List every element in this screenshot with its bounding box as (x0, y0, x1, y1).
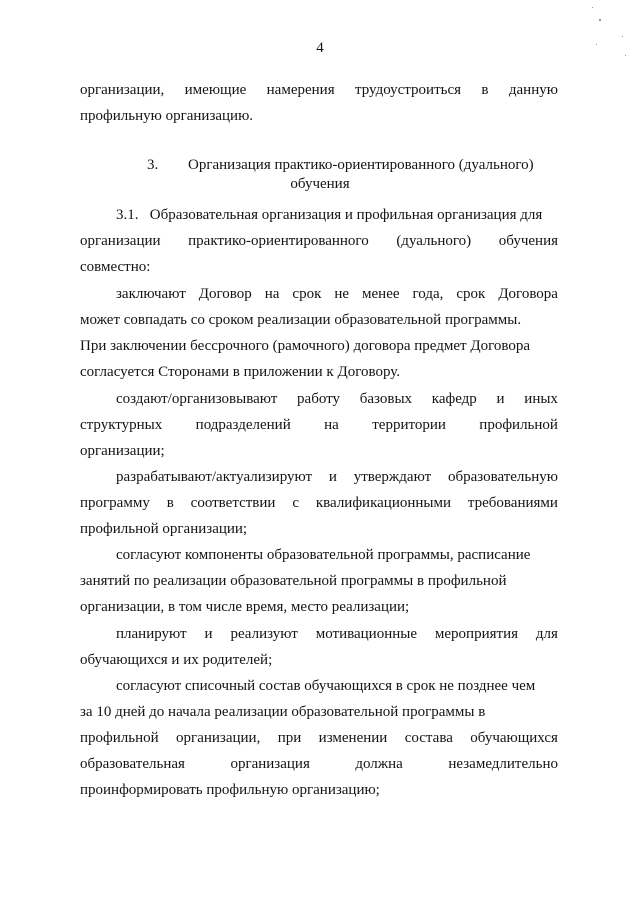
word: требованиями (467, 495, 558, 511)
word: года, (412, 286, 444, 302)
text-line: организации, в том числе время, место реализации; (80, 599, 410, 615)
word: профильной (80, 730, 159, 746)
text-line: согласуют списочный состав обучающихся в срок не позднее чем (116, 678, 536, 694)
scan-artifact (622, 36, 623, 37)
word: реализуют (230, 626, 298, 642)
word: соответствии (190, 495, 276, 511)
text-line (80, 755, 558, 773)
word: программу (80, 495, 150, 511)
text-line: 3.1. Образовательная организация и профильная организация для (116, 207, 543, 223)
word: с (292, 495, 299, 511)
text-line: При заключении бессрочного (рамочного) договора предмет Договора (80, 338, 530, 354)
scan-artifact (596, 44, 597, 45)
word: срок (456, 286, 486, 302)
word: утверждают (353, 469, 432, 485)
scan-artifact (625, 55, 626, 56)
section-title-line1: Организация практико-ориентированного (дуального) (188, 157, 534, 173)
text-line: может совпадать со сроком реализации образовательной программы. (80, 312, 522, 328)
text-line (116, 468, 558, 486)
text-line: согласуют компоненты образовательной программы, расписание (116, 547, 531, 563)
word: на (324, 417, 339, 433)
word: менее (362, 286, 400, 302)
word: для (535, 626, 558, 642)
text-line (116, 625, 558, 643)
word: создают/организовывают (116, 391, 278, 407)
word: и (204, 626, 213, 642)
scan-artifact (592, 7, 593, 8)
word: в (481, 82, 489, 98)
word: организации, (176, 730, 261, 746)
word: подразделений (195, 417, 291, 433)
word: базовых (359, 391, 413, 407)
text-line: проинформировать профильную организацию; (80, 782, 380, 798)
text-line (80, 232, 558, 250)
text-line: организации; (80, 443, 165, 459)
word: структурных (80, 417, 163, 433)
word: планируют (116, 626, 187, 642)
text-line: за 10 дней до начала реализации образовательной программы в (80, 704, 486, 720)
word: образовательную (447, 469, 558, 485)
word: квалификационными (315, 495, 452, 511)
word: данную (508, 82, 558, 98)
page-number: 4 (316, 40, 324, 56)
word: территории (372, 417, 446, 433)
word: не (334, 286, 350, 302)
word: трудоустроиться (354, 82, 462, 98)
text-line (80, 416, 558, 434)
word: намерения (266, 82, 335, 98)
word: организации, (80, 82, 165, 98)
word: на (264, 286, 280, 302)
word: мероприятия (434, 626, 518, 642)
text-line: профильной организации; (80, 521, 248, 537)
word: организация (230, 756, 310, 772)
text-line (80, 494, 558, 512)
word: организации (80, 233, 161, 249)
word: (дуального) (396, 233, 472, 249)
word: кафедр (431, 391, 477, 407)
text-line: занятий по реализации образовательной программы в профильной (80, 573, 507, 589)
word: профильной (479, 417, 558, 433)
text-line: совместно: (80, 259, 151, 275)
word: Договор (198, 286, 252, 302)
word: работу (297, 391, 340, 407)
word: в (166, 495, 174, 511)
text-line (116, 285, 558, 303)
word: мотивационные (315, 626, 417, 642)
word: заключают (116, 286, 186, 302)
word: образовательная (80, 756, 185, 772)
word: изменении (318, 730, 388, 746)
word: разрабатывают/актуализируют (116, 469, 313, 485)
text-line (80, 81, 558, 99)
section-number: 3. (147, 157, 159, 173)
word: состава (404, 730, 453, 746)
text-line: профильную организацию. (80, 108, 254, 124)
word: и (496, 391, 505, 407)
word: при (277, 730, 302, 746)
word: незамедлительно (448, 756, 558, 772)
word: обучающихся (470, 730, 558, 746)
word: практико-ориентированного (188, 233, 369, 249)
text-line (80, 729, 558, 747)
word: срок (292, 286, 322, 302)
scan-artifact (599, 19, 601, 21)
word: иных (524, 391, 558, 407)
section-title-line2: обучения (290, 176, 350, 192)
word: и (328, 469, 337, 485)
word: Договора (498, 286, 558, 302)
word: обучения (498, 233, 558, 249)
word: должна (355, 756, 403, 772)
text-line: согласуется Сторонами в приложении к Договору. (80, 364, 401, 380)
text-line: обучающихся и их родителей; (80, 652, 273, 668)
text-line (116, 390, 558, 408)
word: имеющие (184, 82, 247, 98)
